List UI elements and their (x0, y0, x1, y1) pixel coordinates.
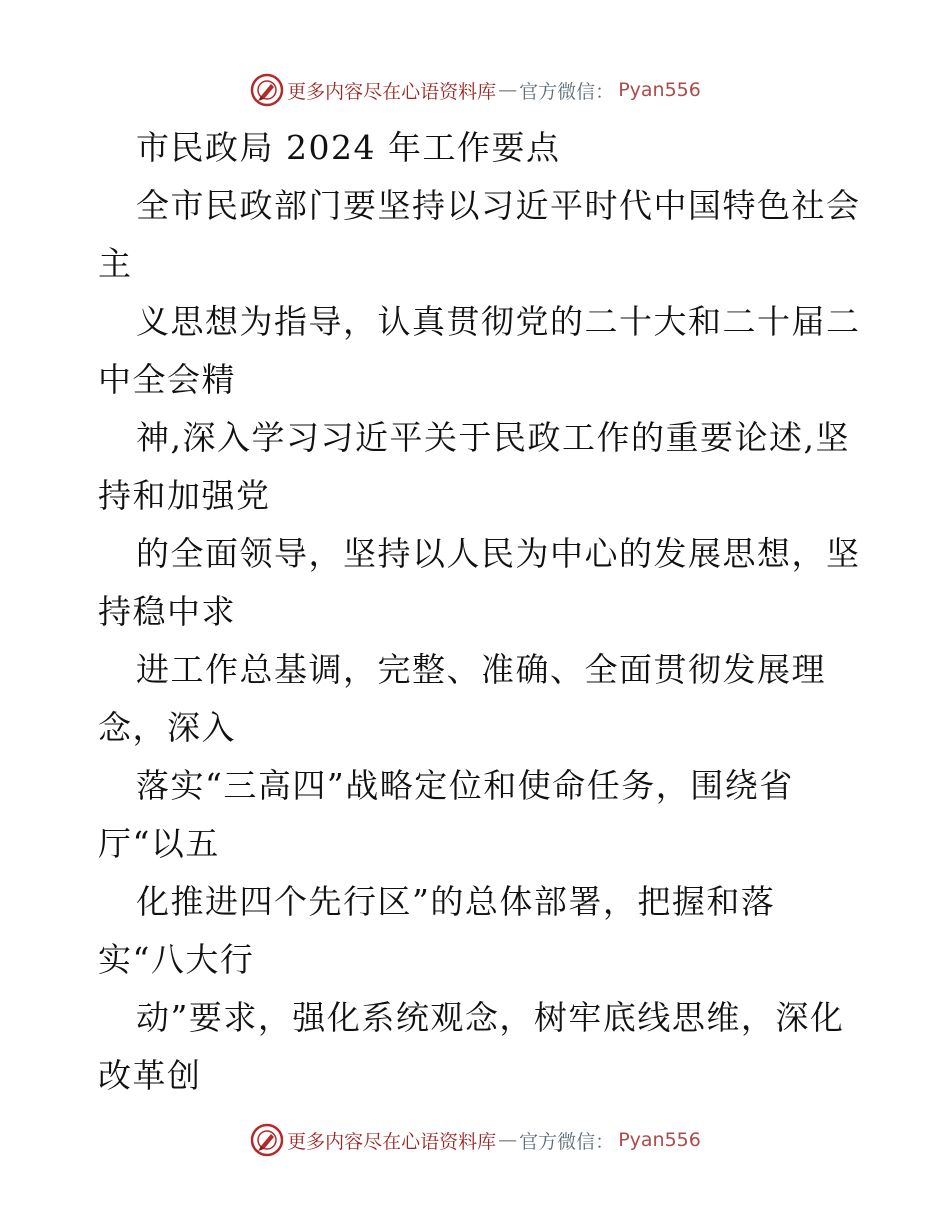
watermark-banner-top (0, 70, 950, 110)
banner-separator: — (498, 1129, 518, 1151)
watermark-banner-bottom (0, 1120, 950, 1160)
banner-text: 更多内容尽在心语资料库 (287, 1130, 497, 1153)
banner-wechat-label: 官方微信： (519, 80, 615, 103)
text-line: 改革创 (98, 1056, 202, 1095)
text-line: 化推进四个先行区”的总体部署，把握和落 (136, 882, 776, 921)
banner-separator: — (498, 79, 518, 101)
text-line: 中全会精 (98, 360, 236, 399)
text-line: 的全面领导，坚持以人民为中心的发展思想，坚 (136, 534, 861, 573)
text-line: 持稳中求 (98, 592, 236, 631)
text-line: 厅“以五 (98, 824, 220, 863)
text-line: 全市民政部门要坚持以习近平时代中国特色社会 (136, 186, 861, 225)
text-line: 持和加强党 (98, 476, 271, 515)
text-line: 动”要求，强化系统观念，树牢底线思维，深化 (136, 998, 845, 1037)
banner-wechat-label: 官方微信： (519, 1130, 615, 1153)
text-line: 实“八大行 (98, 940, 255, 979)
banner-text: 更多内容尽在心语资料库 (287, 80, 497, 103)
text-line: 主 (98, 244, 133, 283)
pen-circle-logo-icon (249, 1122, 285, 1158)
text-line: 念，深入 (98, 708, 236, 747)
text-line: 神,深入学习习近平关于民政工作的重要论述,坚 (136, 418, 850, 457)
banner-wechat-id: Pyan556 (618, 1129, 701, 1151)
banner-wechat-id: Pyan556 (618, 79, 701, 101)
document-title: 市民政局 2024 年工作要点 (136, 128, 561, 167)
text-line: 落实“三高四”战略定位和使命任务，围绕省 (136, 766, 794, 805)
pen-circle-logo-icon (249, 72, 285, 108)
text-line: 进工作总基调，完整、准确、全面贯彻发展理 (136, 650, 826, 689)
text-line: 义思想为指导，认真贯彻党的二十大和二十届二 (136, 302, 861, 341)
